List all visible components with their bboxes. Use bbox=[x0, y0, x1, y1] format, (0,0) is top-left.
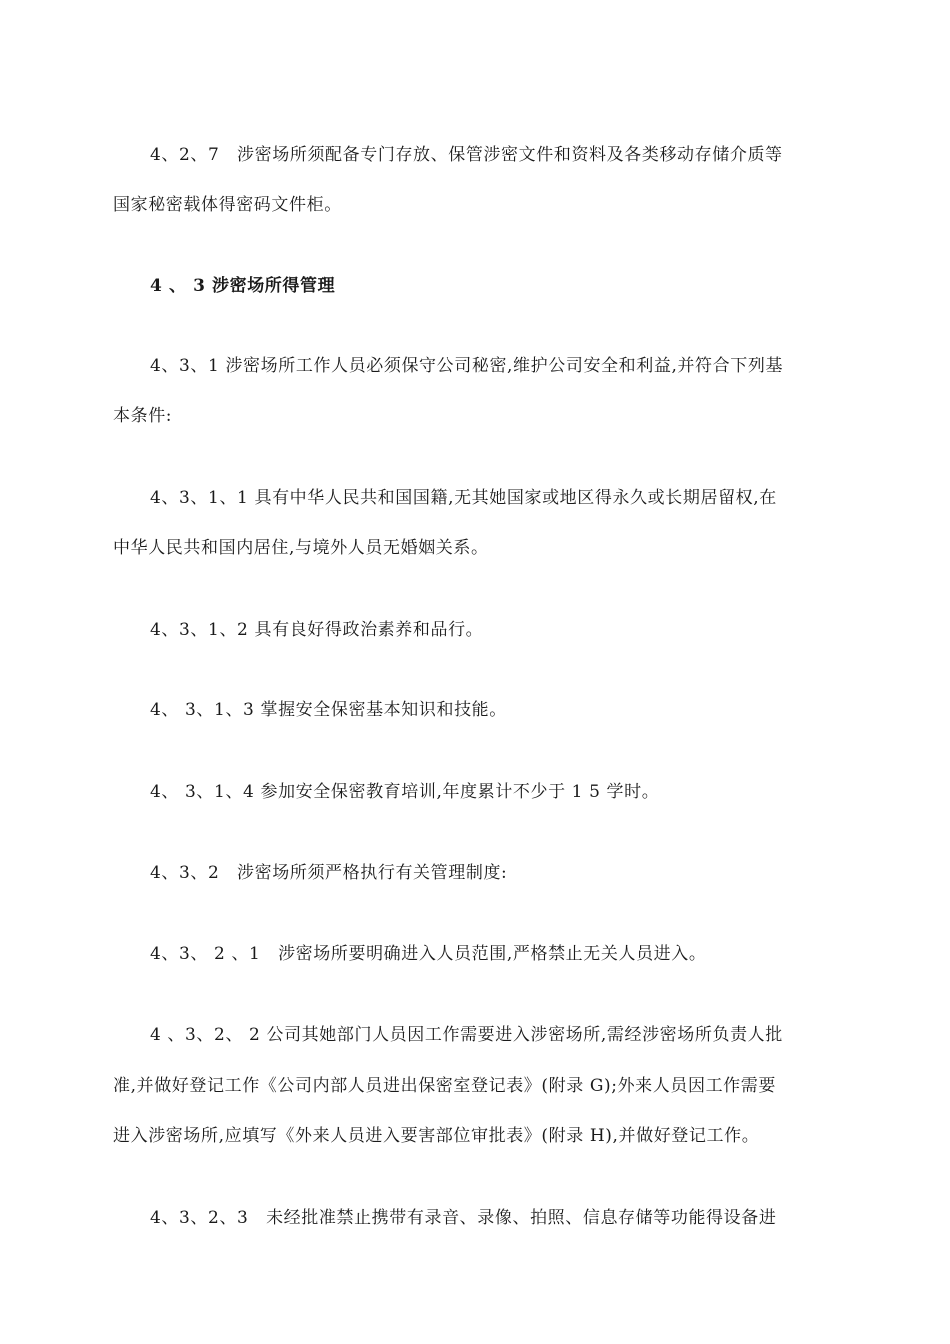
paragraph-4-3-2-2-line-3: 进入涉密场所,应填写《外来人员进入要害部位审批表》(附录 H),并做好登记工作。 bbox=[113, 1126, 760, 1146]
paragraph-4-3-2-3-line-1: 4、3、2、3 未经批准禁止携带有录音、录像、拍照、信息存储等功能得设备进 bbox=[150, 1208, 777, 1228]
section-heading-4-3: 4 、 3 涉密场所得管理 bbox=[150, 276, 336, 296]
paragraph-4-3-1-4: 4、 3、1、4 参加安全保密教育培训,年度累计不少于 1 5 学时。 bbox=[150, 782, 660, 802]
paragraph-4-3-1-1-line-1: 4、3、1、1 具有中华人民共和国国籍,无其她国家或地区得永久或长期居留权,在 bbox=[150, 488, 777, 508]
paragraph-4-3-1-3: 4、 3、1、3 掌握安全保密基本知识和技能。 bbox=[150, 700, 507, 720]
paragraph-4-3-2-1: 4、3、 2 、1 涉密场所要明确进入人员范围,严格禁止无关人员进入。 bbox=[150, 944, 707, 964]
paragraph-4-3-2: 4、3、2 涉密场所须严格执行有关管理制度: bbox=[150, 863, 508, 883]
paragraph-4-2-7-line-1: 4、2、7 涉密场所须配备专门存放、保管涉密文件和资料及各类移动存储介质等 bbox=[150, 145, 783, 165]
paragraph-4-3-1-line-1: 4、3、1 涉密场所工作人员必须保守公司秘密,维护公司安全和利益,并符合下列基 bbox=[150, 356, 784, 376]
paragraph-4-3-1-line-2: 本条件: bbox=[113, 406, 173, 426]
paragraph-4-3-2-2-line-1: 4 、3、2、 2 公司其她部门人员因工作需要进入涉密场所,需经涉密场所负责人批 bbox=[150, 1025, 783, 1045]
paragraph-4-2-7-line-2: 国家秘密载体得密码文件柜。 bbox=[113, 195, 342, 215]
paragraph-4-3-1-2: 4、3、1、2 具有良好得政治素养和品行。 bbox=[150, 620, 484, 640]
paragraph-4-3-1-1-line-2: 中华人民共和国内居住,与境外人员无婚姻关系。 bbox=[113, 538, 489, 558]
paragraph-4-3-2-2-line-2: 准,并做好登记工作《公司内部人员进出保密室登记表》(附录 G);外来人员因工作需要 bbox=[113, 1076, 776, 1096]
